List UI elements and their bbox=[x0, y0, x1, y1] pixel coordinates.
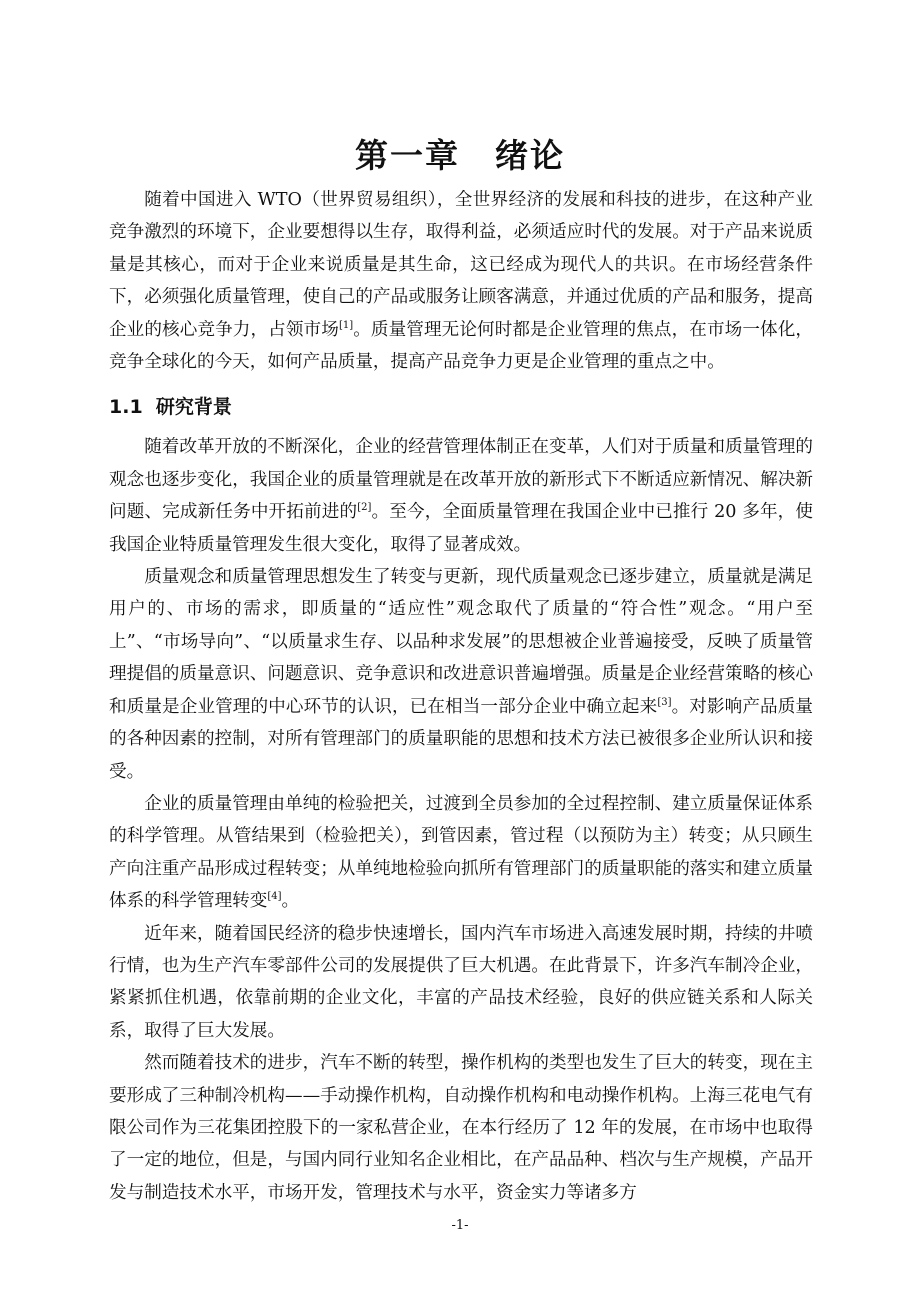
paragraph-background-2 bbox=[109, 561, 813, 788]
paragraph-intro bbox=[109, 184, 813, 378]
body-content bbox=[109, 184, 813, 1209]
paragraph-text: 。质量管理无论何时都是企业管理的焦点，在市场一体化，竞争全球化的今天，如何产品质量，提高产品竞争力更是企业管理的重点之中。 bbox=[109, 319, 813, 373]
paragraph-text: 随着中国进入 WTO（世界贸易组织），全世界经济的发展和科技的进步，在这种产业竞争激烈的环境下，企业要想得以生存，取得利益，必须适应时代的发展。对于产品来说质量是其核心，而对于企业来说质量是其生命，这已经成为现代人的共识。在市场经营条件下，必须强化质量管理，使自己的产品或服务让顾客满意，并通过优质的产品和服务，提高企业的核心竞争力，占领市场 bbox=[109, 190, 813, 340]
paragraph-background-1 bbox=[109, 431, 813, 561]
paragraph-text: 。 bbox=[281, 891, 300, 912]
section-heading: 1.1 研究背景 bbox=[109, 396, 232, 419]
paragraph-background-4: 近年来，随着国民经济的稳步快速增长，国内汽车市场进入高速发展时期，持续的井喷行情，也为生产汽车零部件公司的发展提供了巨大机遇。在此背景下，许多汽车制冷企业，紧紧抓住机遇，依靠前期的企业文化，丰富的产品技术经验，良好的供应链关系和人际关系，取得了巨大发展。 bbox=[109, 923, 813, 1041]
paragraph-text: 质量观念和质量管理思想发生了转变与更新，现代质量观念已逐步建立，质量就是满足用户的、市场的需求，即质量的“适应性”观念取代了质量的“符合性”观念。“用户至上”、“市场导向”、“以质量求生存、以品种求发展”的思想被企业普遍接受，反映了质量管理提倡的质量意识、问题意识、竞争意识和改进意识普遍增强。质量是企业经营策略的核心和质量是企业管理的中心环节的认识，已在相当一部分企业中确立起来 bbox=[109, 567, 813, 717]
paragraph-text: 。对影响产品质量的各种因素的控制，对所有管理部门的质量职能的思想和技术方法已被很多企业所认识和接受。 bbox=[109, 696, 813, 782]
citation-ref: [3] bbox=[657, 696, 672, 708]
paragraph-background-3 bbox=[109, 788, 813, 918]
citation-ref: [2] bbox=[357, 502, 372, 514]
citation-ref: [4] bbox=[267, 891, 282, 903]
page-number: -1- bbox=[451, 1218, 469, 1233]
paragraph-text: 企业的质量管理由单纯的检验把关，过渡到全员参加的全过程控制、建立质量保证体系的科学管理。从管结果到（检验把关），到管因素，管过程（以预防为主）转变；从只顾生产向注重产品形成过程转变；从单纯地检验向抓所有管理部门的质量职能的落实和建立质量体系的科学管理转变 bbox=[109, 793, 813, 912]
paragraph-text: 。至今，全面质量管理在我国企业中已推行 20 多年，使我国企业特质量管理发生很大变化，取得了显著成效。 bbox=[109, 502, 813, 555]
citation-ref: [1] bbox=[338, 319, 354, 331]
chapter-title: 第一章 绪论 bbox=[355, 136, 565, 175]
paragraph-background-5: 然而随着技术的进步，汽车不断的转型，操作机构的类型也发生了巨大的转变，现在主要形成了三种制冷机构——手动操作机构，自动操作机构和电动操作机构。上海三花电气有限公司作为三花集团控股下的一家私营企业，在本行经历了 12 年的发展，在市场中也取得了一定的地位，但是，与国内同行业知名企业相比，在产品品种、档次与生产规模，产品开发与制造技术水平，市场开发，管理技术与水平，资金实力等诸多方 bbox=[109, 1053, 813, 1203]
paragraph-text: 随着改革开放的不断深化，企业的经营管理体制正在变革，人们对于质量和质量管理的观念也逐步变化，我国企业的质量管理就是在改革开放的新形式下不断适应新情况、解决新问题、完成新任务中开拓前进的 bbox=[109, 437, 813, 523]
